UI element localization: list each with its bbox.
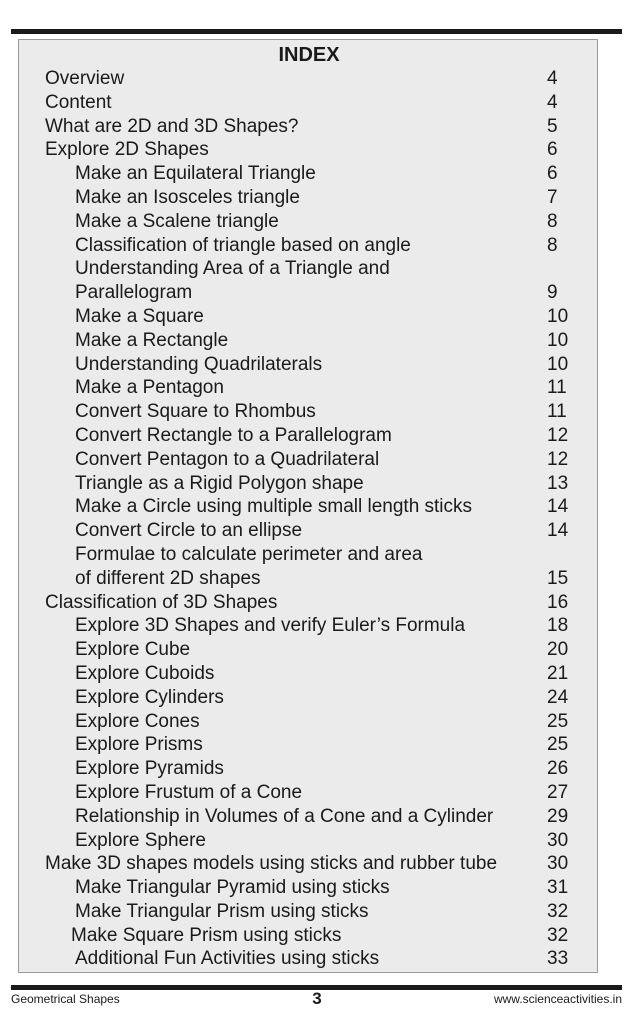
toc-entry-page: 32 (547, 924, 569, 946)
toc-entry (19, 329, 599, 353)
toc-entry-label: Overview (45, 68, 125, 89)
footer-website: www.scienceactivities.in (493, 992, 622, 1006)
toc-entry-page: 14 (547, 520, 569, 542)
toc-entry-page: 8 (547, 210, 558, 232)
index-panel (18, 39, 598, 973)
toc-entry-page: 15 (547, 567, 569, 589)
toc-entry-page: 20 (547, 639, 569, 661)
toc-entry (19, 210, 599, 234)
toc-entry-page: 21 (547, 662, 569, 684)
toc-entry (19, 257, 599, 281)
toc-entry-page: 32 (547, 900, 569, 922)
toc-entry (19, 424, 599, 448)
toc-entry-label: Additional Fun Activities using sticks (75, 948, 380, 970)
toc-entry-page: 27 (547, 781, 569, 803)
toc-entry-label: Explore Sphere (75, 829, 206, 851)
toc-entry-label: Relationship in Volumes of a Cone and a Cylinder (75, 805, 494, 827)
toc-entry-label: Convert Rectangle to a Parallelogram (75, 424, 392, 446)
toc-entry (19, 662, 599, 686)
toc-entry (19, 924, 599, 948)
toc-entry (19, 495, 599, 519)
toc-entry-page: 5 (547, 115, 558, 137)
toc-entry (19, 710, 599, 734)
toc-entry-page: 4 (547, 91, 558, 113)
toc-entry-label: Make an Isosceles triangle (75, 186, 300, 208)
toc-entry-page: 6 (547, 163, 558, 185)
toc-entry-page: 12 (547, 424, 569, 446)
toc-entry-label: Explore Prisms (75, 734, 203, 756)
toc-entry (19, 281, 599, 305)
toc-entry (19, 733, 599, 757)
toc-entry-page: 25 (547, 734, 569, 756)
toc-entry-page: 25 (547, 710, 569, 732)
toc-entry-label: Convert Square to Rhombus (75, 401, 316, 423)
toc-entry-page: 24 (547, 686, 569, 708)
toc-entry (19, 91, 599, 115)
toc-entry (19, 876, 599, 900)
toc-entry-label: Classification of triangle based on angle (75, 234, 411, 256)
toc-entry-page: 11 (547, 377, 567, 399)
toc-entry-page: 8 (547, 234, 558, 256)
toc-entry-label: Convert Pentagon to a Quadrilateral (75, 448, 380, 470)
footer-book-title: Geometrical Shapes (11, 992, 120, 1006)
toc-entry-label: Make a Rectangle (75, 329, 229, 351)
toc-entry (19, 400, 599, 424)
toc-entry-label: Make Triangular Prism using sticks (75, 900, 369, 922)
toc-entry-label: Explore Cylinders (75, 686, 224, 708)
toc-entry (19, 67, 599, 91)
toc-entry-page: 11 (547, 401, 567, 423)
toc-entry-label: Explore Cube (75, 639, 191, 661)
toc-entry-label: What are 2D and 3D Shapes? (45, 115, 299, 137)
toc-entry-label: Make Square Prism using sticks (71, 924, 342, 946)
toc-entry (19, 591, 599, 615)
toc-entry (19, 638, 599, 662)
toc-entry-label: Explore Cuboids (75, 662, 215, 684)
toc-entry-page: 10 (547, 305, 569, 327)
toc-entry (19, 186, 599, 210)
toc-entry-label: Explore Cones (75, 710, 200, 732)
toc-entry (19, 567, 599, 591)
toc-entry-page: 7 (547, 186, 558, 208)
toc-entry-page: 6 (547, 139, 558, 161)
toc-entry-label: Make a Scalene triangle (75, 210, 279, 232)
toc-entry-page: 10 (547, 353, 569, 375)
toc-entry (19, 781, 599, 805)
table-of-contents (19, 67, 599, 971)
toc-entry-label: Make a Circle using multiple small length sticks (75, 496, 473, 518)
toc-entry-label: Make 3D shapes models using sticks and rubber tube (45, 853, 498, 875)
toc-entry-label: Convert Circle to an ellipse (75, 520, 303, 542)
toc-entry (19, 757, 599, 781)
toc-entry-label: Formulae to calculate perimeter and area (75, 543, 423, 565)
toc-entry (19, 519, 599, 543)
toc-entry-label: of different 2D shapes (75, 567, 261, 589)
toc-entry-page: 16 (547, 591, 569, 613)
toc-entry (19, 305, 599, 329)
toc-entry-label: Explore 2D Shapes (45, 139, 209, 161)
toc-entry (19, 829, 599, 853)
toc-entry-label: Make a Pentagon (75, 377, 224, 399)
toc-entry-page: 29 (547, 805, 569, 827)
toc-entry-page: 26 (547, 758, 569, 780)
toc-entry-label: Classification of 3D Shapes (45, 591, 278, 613)
toc-entry (19, 947, 599, 971)
toc-entry-label: Make a Square (75, 305, 204, 327)
toc-entry-page: 12 (547, 448, 569, 470)
toc-entry-page: 10 (547, 329, 569, 351)
toc-entry-page: 30 (547, 853, 569, 875)
index-title: INDEX (278, 44, 340, 66)
toc-entry-label: Make Triangular Pyramid using sticks (75, 877, 390, 899)
toc-entry (19, 900, 599, 924)
toc-entry-label: Parallelogram (75, 282, 193, 304)
toc-entry-page: 30 (547, 829, 569, 851)
toc-entry (19, 543, 599, 567)
toc-entry (19, 234, 599, 258)
toc-entry (19, 472, 599, 496)
toc-entry-label: Understanding Quadrilaterals (75, 353, 323, 375)
toc-entry-label: Content (45, 91, 112, 113)
toc-entry (19, 852, 599, 876)
toc-entry-label: Triangle as a Rigid Polygon shape (75, 472, 364, 494)
toc-entry-label: Explore 3D Shapes and verify Euler’s Formula (75, 615, 466, 637)
toc-entry-label: Understanding Area of a Triangle and (75, 258, 390, 280)
toc-entry-page: 4 (547, 68, 558, 89)
toc-entry-page: 33 (547, 948, 569, 970)
toc-entry-page: 14 (547, 496, 569, 518)
toc-entry-label: Explore Pyramids (75, 758, 224, 780)
toc-entry (19, 614, 599, 638)
top-rule (11, 29, 622, 34)
toc-entry (19, 805, 599, 829)
footer-page-number: 3 (312, 989, 322, 1008)
toc-entry-page: 9 (547, 282, 558, 304)
toc-entry-page: 31 (547, 877, 569, 899)
toc-entry (19, 376, 599, 400)
toc-entry-label: Explore Frustum of a Cone (75, 781, 303, 803)
toc-entry (19, 115, 599, 139)
toc-entry (19, 353, 599, 377)
toc-entry-page: 18 (547, 615, 569, 637)
toc-entry (19, 448, 599, 472)
toc-entry-label: Make an Equilateral Triangle (75, 163, 316, 185)
toc-entry (19, 138, 599, 162)
toc-entry (19, 686, 599, 710)
toc-entry (19, 162, 599, 186)
toc-entry-page: 13 (547, 472, 569, 494)
